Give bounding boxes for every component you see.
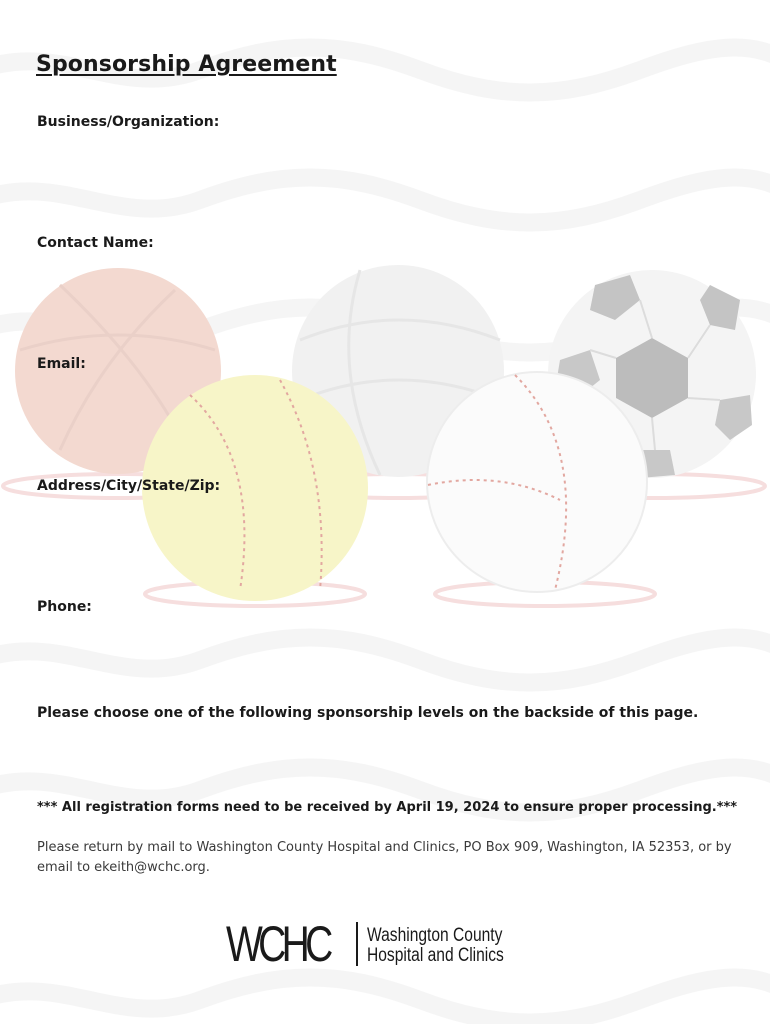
logo-name-line2: Hospital and Clinics: [367, 945, 504, 966]
email-label: Email:: [37, 356, 86, 372]
sponsorship-level-instruction: Please choose one of the following sponsorship levels on the backside of this page.: [37, 705, 699, 721]
wchc-logo: [226, 918, 556, 974]
return-instructions: Please return by mail to Washington County Hospital and Clinics, PO Box 909, Washington, IA 52353, or by email to ekeith@wchc.org.: [37, 840, 732, 875]
logo-mark: WCHC: [226, 916, 329, 972]
page-title: Sponsorship Agreement: [36, 52, 337, 77]
contact-name-label: Contact Name:: [37, 235, 154, 251]
deadline-notice: *** All registration forms need to be received by April 19, 2024 to ensure proper processing.***: [37, 800, 738, 815]
logo-divider: [356, 922, 358, 966]
address-city-state-zip-label: Address/City/State/Zip:: [37, 478, 221, 494]
logo-name-line1: Washington County: [367, 925, 503, 946]
business-organization-label: Business/Organization:: [37, 114, 220, 130]
phone-label: Phone:: [37, 599, 92, 615]
